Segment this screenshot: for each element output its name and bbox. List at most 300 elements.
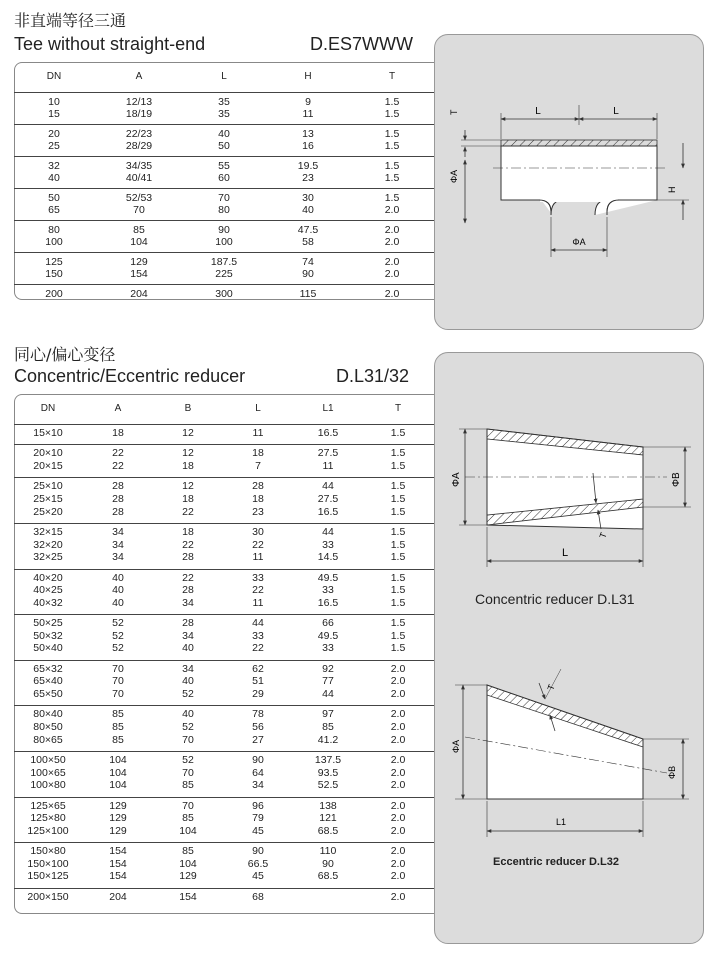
group-divider <box>14 569 434 570</box>
table-cell: 1.5 <box>390 427 406 439</box>
tee-diagram-panel <box>434 34 704 330</box>
table-cell: 2.0 <box>390 662 406 675</box>
table-cell: 154 <box>109 857 127 870</box>
table-cell: 23 <box>252 505 264 518</box>
table-row <box>14 870 434 883</box>
table-cell: 28 <box>182 617 194 630</box>
table-cell: 1.5 <box>384 96 400 108</box>
column-header: B <box>184 403 192 414</box>
table-row <box>14 754 434 767</box>
table-cell: 34 <box>182 662 194 675</box>
table-cell: 30 <box>302 192 314 204</box>
table-cell: 25×15 <box>33 493 63 505</box>
table-cell: 154 <box>109 845 127 858</box>
table-cell: 187.5 <box>210 256 238 268</box>
table-cell: 33 <box>252 571 264 584</box>
table-cell: 1.5 <box>384 140 400 153</box>
table-cell: 40×32 <box>33 596 63 609</box>
table-cell: 90 <box>322 857 334 870</box>
table-cell: 104 <box>109 766 127 779</box>
table-cell: 40 <box>112 571 124 584</box>
table-cell: 2.0 <box>390 721 406 733</box>
table-cell: 18 <box>182 526 194 538</box>
table-cell: 66 <box>322 617 334 630</box>
table-cell: 2.0 <box>390 754 406 766</box>
table-cell: 40 <box>218 128 230 140</box>
table-cell: 70 <box>182 733 194 746</box>
table-cell: 100 <box>215 236 233 249</box>
table-row <box>14 256 434 269</box>
table-cell: 138 <box>319 799 337 812</box>
header-divider <box>14 424 434 425</box>
table-row <box>14 160 434 173</box>
table-cell: 125 <box>45 256 63 268</box>
table-cell: 110 <box>319 845 337 858</box>
table-cell: 97 <box>322 708 334 721</box>
table-row <box>14 480 434 493</box>
table-cell: 1.5 <box>390 584 406 597</box>
table-cell: 1.5 <box>390 596 406 609</box>
table-cell: 22 <box>252 538 264 551</box>
table-cell: 1.5 <box>390 505 406 518</box>
table-cell: 20 <box>48 128 60 140</box>
table-cell: 32×25 <box>33 551 63 564</box>
table-cell: 79 <box>252 812 264 825</box>
table-cell: 40×20 <box>33 571 63 584</box>
table-cell: 18/19 <box>125 108 153 121</box>
table-cell: 33 <box>252 629 264 642</box>
table-cell: 56 <box>252 721 264 733</box>
table-cell: 137.5 <box>314 754 342 766</box>
table-cell: 74 <box>302 256 314 268</box>
table-cell: 20×15 <box>33 460 63 472</box>
table-cell: 32×20 <box>33 538 63 551</box>
table-cell: 85 <box>182 845 194 858</box>
table-cell: 50×25 <box>33 617 63 630</box>
group-divider <box>14 797 434 798</box>
table-cell: 85 <box>322 721 334 733</box>
column-header: L1 <box>322 403 334 414</box>
table-cell: 100×65 <box>30 766 66 779</box>
group-divider <box>14 188 434 189</box>
table-cell: 11 <box>252 596 264 609</box>
table-cell: 200×150 <box>27 890 69 903</box>
table-cell: 70 <box>182 766 194 779</box>
table-cell: 35 <box>218 96 230 108</box>
table-cell: 125×65 <box>30 799 66 812</box>
table-cell: 28 <box>252 480 264 493</box>
group-divider <box>14 842 434 843</box>
table-cell: 104 <box>130 236 148 249</box>
concentric-dim-l: L <box>561 547 569 559</box>
table-cell: 85 <box>112 721 124 733</box>
table-cell: 96 <box>252 799 264 812</box>
table-cell: 150×100 <box>27 857 69 870</box>
table-cell: 40 <box>182 675 194 688</box>
table-cell: 22 <box>182 571 194 584</box>
table-cell: 65×50 <box>33 688 63 700</box>
table-cell: 58 <box>302 236 314 249</box>
table-cell: 1.5 <box>384 160 400 172</box>
table-cell: 22/23 <box>125 128 153 140</box>
table-row <box>14 572 434 585</box>
table-cell: 33 <box>322 538 334 551</box>
table-row <box>14 506 434 519</box>
table-cell: 22 <box>112 460 124 472</box>
table-cell: 13 <box>302 128 314 140</box>
table-cell: 80×50 <box>33 721 63 733</box>
table-cell: 1.5 <box>390 551 406 564</box>
column-header: T <box>394 403 402 414</box>
group-divider <box>14 477 434 478</box>
table-cell: 70 <box>218 192 230 204</box>
header-divider <box>14 92 434 93</box>
table-cell: 28 <box>112 493 124 505</box>
group-divider <box>14 284 434 285</box>
table-row <box>14 734 434 747</box>
eccentric-dim-l1: L1 <box>555 817 567 827</box>
table-cell: 65×32 <box>33 662 63 675</box>
table-cell: 34 <box>252 779 264 792</box>
table-cell: 2.0 <box>390 890 406 903</box>
table-cell: 18 <box>182 493 194 505</box>
table-cell: 125×80 <box>30 812 66 825</box>
tee-dim-t: T <box>449 109 459 115</box>
table-cell: 1.5 <box>390 617 406 630</box>
concentric-dim-phib: ΦB <box>671 472 682 487</box>
eccentric-caption: Eccentric reducer D.L32 <box>493 856 619 868</box>
table-row <box>14 721 434 734</box>
table-cell: 22 <box>252 642 264 655</box>
table-cell: 34 <box>112 526 124 538</box>
table-cell: 65×40 <box>33 675 63 688</box>
table-cell: 1.5 <box>390 526 406 538</box>
table-cell: 28/29 <box>125 140 153 153</box>
table-cell: 7 <box>255 460 261 472</box>
table-cell: 104 <box>109 754 127 766</box>
table-cell: 2.0 <box>384 288 400 300</box>
table-row <box>14 539 434 552</box>
table-cell: 104 <box>179 857 197 870</box>
table-row <box>14 597 434 610</box>
table-cell: 100×80 <box>30 779 66 792</box>
table-row <box>14 675 434 688</box>
table-cell: 44 <box>322 688 334 700</box>
tee-title-en: Tee without straight-end <box>14 34 206 54</box>
table-cell: 200 <box>45 288 63 300</box>
table-cell: 11 <box>252 551 264 564</box>
group-divider <box>14 252 434 253</box>
table-cell: 52 <box>182 754 194 766</box>
table-cell: 52 <box>112 629 124 642</box>
table-row <box>14 630 434 643</box>
group-divider <box>14 156 434 157</box>
table-cell: 50×32 <box>33 629 63 642</box>
table-row <box>14 96 434 109</box>
table-cell: 129 <box>109 799 127 812</box>
table-cell: 22 <box>112 447 124 460</box>
table-cell: 12 <box>182 427 194 439</box>
table-cell: 50 <box>218 140 230 153</box>
table-cell: 80×40 <box>33 708 63 721</box>
table-cell: 100 <box>45 236 63 249</box>
table-cell: 77 <box>322 675 334 688</box>
table-cell: 204 <box>130 288 148 300</box>
table-cell: 55 <box>218 160 230 172</box>
table-cell: 85 <box>133 224 145 236</box>
group-divider <box>14 660 434 661</box>
column-header: DN <box>40 403 56 414</box>
table-row <box>14 224 434 237</box>
table-cell: 104 <box>179 824 197 837</box>
table-row <box>14 128 434 141</box>
table-cell: 33 <box>322 642 334 655</box>
column-header: H <box>304 71 312 82</box>
table-cell: 28 <box>182 551 194 564</box>
table-cell: 28 <box>112 505 124 518</box>
table-cell: 68 <box>252 890 264 903</box>
concentric-dim-t: T <box>597 531 609 540</box>
table-cell: 44 <box>252 617 264 630</box>
table-cell: 115 <box>299 288 317 300</box>
table-cell: 15 <box>48 108 60 121</box>
reducer-title-en: Concentric/Eccentric reducer <box>14 366 246 386</box>
table-cell: 300 <box>215 288 233 300</box>
table-cell: 52/53 <box>125 192 153 204</box>
table-cell: 100×50 <box>30 754 66 766</box>
group-divider <box>14 124 434 125</box>
table-row <box>14 204 434 217</box>
table-cell: 16 <box>302 140 314 153</box>
table-row <box>14 140 434 153</box>
table-row <box>14 460 434 473</box>
table-cell: 92 <box>322 662 334 675</box>
group-divider <box>14 888 434 889</box>
table-cell: 85 <box>182 812 194 825</box>
table-cell: 85 <box>112 708 124 721</box>
table-row <box>14 551 434 564</box>
table-cell: 2.0 <box>390 779 406 792</box>
table-cell: 12 <box>182 447 194 460</box>
table-cell: 12 <box>182 480 194 493</box>
table-cell: 70 <box>182 799 194 812</box>
table-cell: 15×10 <box>33 427 63 439</box>
table-cell: 40 <box>112 596 124 609</box>
table-row <box>14 584 434 597</box>
table-cell: 2.0 <box>390 857 406 870</box>
table-cell: 78 <box>252 708 264 721</box>
table-cell: 150 <box>45 268 63 281</box>
table-cell: 2.0 <box>390 799 406 812</box>
column-header: A <box>114 403 122 414</box>
table-row <box>14 891 434 904</box>
tee-dim-phia-bottom: ΦA <box>572 237 586 247</box>
table-cell: 40 <box>182 708 194 721</box>
table-row <box>14 192 434 205</box>
table-cell: 25 <box>48 140 60 153</box>
table-cell: 70 <box>112 662 124 675</box>
table-cell: 85 <box>182 779 194 792</box>
table-cell: 2.0 <box>390 845 406 858</box>
eccentric-reducer-drawing <box>451 669 689 837</box>
table-cell: 12/13 <box>125 96 153 108</box>
table-cell: 49.5 <box>317 629 339 642</box>
table-cell: 45 <box>252 870 264 883</box>
table-cell: 25×10 <box>33 480 63 493</box>
table-cell: 2.0 <box>390 675 406 688</box>
table-cell: 9 <box>305 96 311 108</box>
table-cell: 1.5 <box>384 128 400 140</box>
table-row <box>14 526 434 539</box>
table-cell: 40/41 <box>125 172 153 185</box>
table-row <box>14 663 434 676</box>
table-row <box>14 708 434 721</box>
table-cell: 1.5 <box>390 480 406 493</box>
table-cell: 90 <box>218 224 230 236</box>
table-cell: 70 <box>133 204 145 217</box>
table-cell: 32×15 <box>33 526 63 538</box>
table-row <box>14 268 434 281</box>
column-header: L <box>221 71 227 82</box>
table-cell: 40 <box>302 204 314 217</box>
table-cell: 129 <box>109 824 127 837</box>
table-cell: 62 <box>252 662 264 675</box>
column-header: DN <box>46 71 62 82</box>
table-cell: 34 <box>182 629 194 642</box>
table-cell: 16.5 <box>317 427 339 439</box>
table-cell: 2.0 <box>384 256 400 268</box>
column-header: T <box>388 71 396 82</box>
table-cell: 35 <box>218 108 230 121</box>
table-cell: 2.0 <box>384 224 400 236</box>
reducer-code: D.L31/32 <box>336 366 410 386</box>
table-cell: 60 <box>218 172 230 185</box>
table-cell: 154 <box>109 870 127 883</box>
table-cell: 10 <box>48 96 60 108</box>
table-cell: 14.5 <box>317 551 339 564</box>
table-cell: 22 <box>182 538 194 551</box>
table-cell: 27.5 <box>317 447 339 460</box>
table-cell: 41.2 <box>317 733 339 746</box>
table-row <box>14 288 434 301</box>
reducer-diagram-panel <box>434 352 704 944</box>
column-header: A <box>135 71 143 82</box>
table-cell: 2.0 <box>384 204 400 217</box>
column-header: L <box>255 403 261 414</box>
table-cell: 45 <box>252 824 264 837</box>
table-cell: 125×100 <box>27 824 69 837</box>
table-cell: 52 <box>182 688 194 700</box>
reducer-diagrams <box>435 353 703 943</box>
table-cell: 16.5 <box>317 505 339 518</box>
tee-dim-h: H <box>667 186 677 193</box>
table-cell: 18 <box>112 427 124 439</box>
table-cell: 85 <box>112 733 124 746</box>
table-cell: 2.0 <box>390 824 406 837</box>
table-row <box>14 800 434 813</box>
table-cell: 52.5 <box>317 779 339 792</box>
eccentric-dim-phib: ΦB <box>667 765 677 779</box>
table-row <box>14 108 434 121</box>
table-cell: 1.5 <box>384 108 400 121</box>
table-cell: 68.5 <box>317 824 339 837</box>
table-cell: 80 <box>218 204 230 217</box>
table-cell: 80×65 <box>33 733 63 746</box>
table-cell: 28 <box>182 584 194 597</box>
table-row <box>14 825 434 838</box>
table-cell: 23 <box>302 172 314 185</box>
table-cell: 32 <box>48 160 60 172</box>
tee-code: D.ES7WWW <box>310 34 413 54</box>
table-cell: 34/35 <box>125 160 153 172</box>
table-row <box>14 642 434 655</box>
table-cell: 70 <box>112 675 124 688</box>
table-cell: 80 <box>48 224 60 236</box>
table-cell: 150×80 <box>30 845 66 858</box>
table-cell: 18 <box>182 460 194 472</box>
table-cell: 129 <box>179 870 197 883</box>
table-cell: 50 <box>48 192 60 204</box>
table-cell: 1.5 <box>390 447 406 460</box>
table-cell: 154 <box>179 890 197 903</box>
table-row <box>14 812 434 825</box>
table-cell: 121 <box>319 812 337 825</box>
table-cell: 2.0 <box>384 268 400 281</box>
tee-table <box>14 62 434 300</box>
table-cell: 18 <box>252 493 264 505</box>
table-cell: 22 <box>252 584 264 597</box>
table-cell: 11 <box>252 427 264 439</box>
table-row <box>14 493 434 506</box>
table-cell: 44 <box>322 526 334 538</box>
table-row <box>14 779 434 792</box>
table-cell: 19.5 <box>297 160 319 172</box>
table-cell: 150×125 <box>27 870 69 883</box>
table-cell: 2.0 <box>390 766 406 779</box>
reducer-title-cn: 同心/偏心变径 <box>14 345 116 364</box>
table-cell: 154 <box>130 268 148 281</box>
tee-dim-l-right: L <box>613 106 619 117</box>
reducer-table <box>14 394 434 914</box>
table-cell: 65 <box>48 204 60 217</box>
tee-wall-hatch <box>501 140 657 146</box>
table-cell: 129 <box>109 812 127 825</box>
tee-dim-l-left: L <box>535 106 541 117</box>
table-cell: 50×40 <box>33 642 63 655</box>
table-cell: 47.5 <box>297 224 319 236</box>
table-cell: 1.5 <box>384 192 400 204</box>
concentric-caption: Concentric reducer D.L31 <box>475 591 635 607</box>
table-row <box>14 688 434 701</box>
table-cell: 25×20 <box>33 505 63 518</box>
table-cell: 40 <box>182 642 194 655</box>
table-cell: 93.5 <box>317 766 339 779</box>
table-cell: 33 <box>322 584 334 597</box>
table-row <box>14 845 434 858</box>
table-cell: 30 <box>252 526 264 538</box>
table-cell: 27 <box>252 733 264 746</box>
table-cell: 90 <box>252 845 264 858</box>
table-cell: 2.0 <box>390 708 406 721</box>
group-divider <box>14 523 434 524</box>
table-cell: 64 <box>252 766 264 779</box>
table-cell: 129 <box>130 256 148 268</box>
table-row <box>14 447 434 460</box>
table-cell: 2.0 <box>390 870 406 883</box>
table-cell: 225 <box>215 268 233 281</box>
group-divider <box>14 220 434 221</box>
table-cell: 2.0 <box>390 812 406 825</box>
